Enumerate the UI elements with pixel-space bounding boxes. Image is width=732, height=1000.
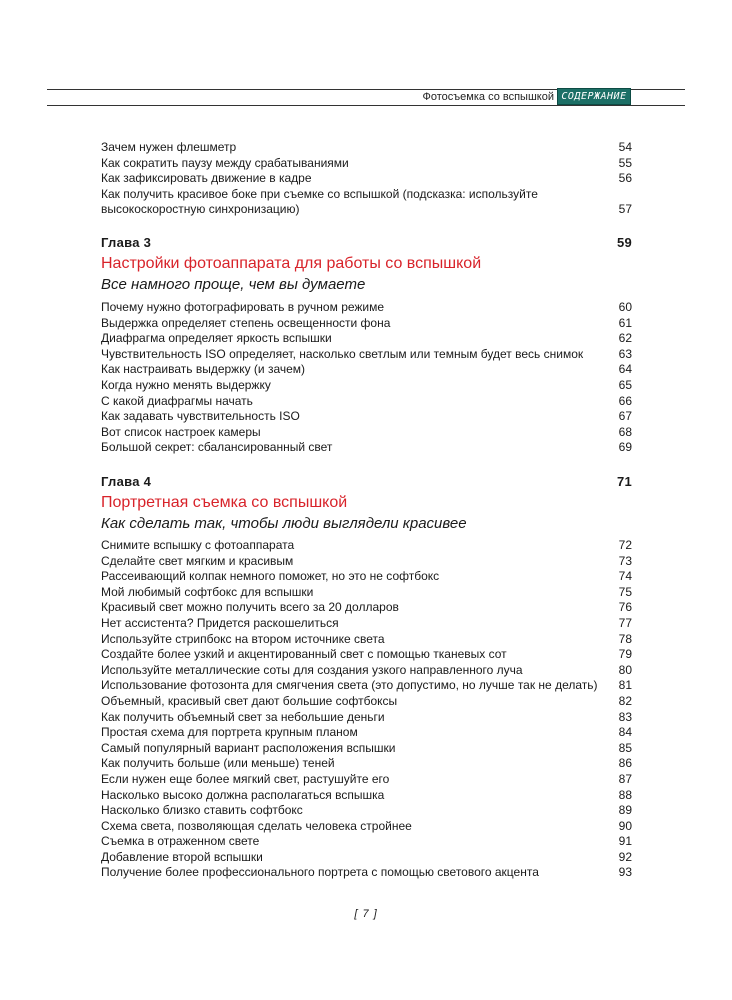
toc-entry-title: Зачем нужен флешметр: [101, 140, 237, 154]
toc-entry-page: 88: [618, 787, 632, 802]
toc-entry[interactable]: [101, 756, 632, 772]
toc-entry-page: 62: [618, 331, 632, 346]
toc-entry[interactable]: [101, 554, 632, 570]
toc-entry-title: Как получить объемный свет за небольшие деньги: [101, 709, 385, 724]
toc-entry-page: 90: [618, 818, 632, 833]
toc-entry-page: 92: [618, 849, 632, 864]
toc-entry-title: Когда нужно менять выдержку: [101, 377, 271, 392]
chapter-4-entries: [101, 538, 632, 881]
toc-entry[interactable]: [101, 600, 632, 616]
toc-entry-title: Как задавать чувствительность ISO: [101, 409, 300, 424]
toc-entry-title: Схема света, позволяющая сделать человека стройнее: [101, 818, 412, 833]
chapter-4-title[interactable]: Портретная съемка со вспышкой: [101, 494, 348, 511]
toc-entry-page: 93: [618, 865, 632, 880]
toc-entry[interactable]: [101, 772, 632, 788]
toc-entry-page: 86: [618, 756, 632, 771]
toc-entry[interactable]: [101, 647, 632, 663]
toc-entry-page: 85: [618, 740, 632, 755]
toc-entry-title: С какой диафрагмы начать: [101, 393, 253, 408]
toc-entry-page: 73: [618, 553, 632, 568]
page-number: [ 7 ]: [354, 908, 378, 920]
toc-entry-page: 60: [618, 300, 632, 314]
toc-entry-page: 84: [618, 725, 632, 740]
toc-entry-title: Мой любимый софтбокс для вспышки: [101, 584, 314, 599]
toc-entry-page: 75: [618, 584, 632, 599]
toc-entry-page: 69: [618, 440, 632, 455]
toc-entry[interactable]: [101, 538, 632, 554]
toc-entry[interactable]: [101, 171, 632, 187]
toc-entry-page: 80: [618, 662, 632, 677]
chapter-3-label: Глава 3: [101, 235, 152, 250]
toc-entry[interactable]: [101, 140, 632, 156]
toc-entry[interactable]: [101, 834, 632, 850]
toc-entry[interactable]: [101, 694, 632, 710]
toc-entry-title: Нет ассистента? Придется раскошелиться: [101, 615, 339, 630]
toc-entry-page: 66: [618, 393, 632, 408]
toc-entry-title: Съемка в отраженном свете: [101, 834, 260, 849]
toc-entry-page: 72: [618, 538, 632, 552]
toc-entry-page: 67: [618, 409, 632, 424]
toc-entry[interactable]: [101, 788, 632, 804]
toc-entry-title: Красивый свет можно получить всего за 20 долларов: [101, 600, 399, 615]
toc-entry-page: 82: [618, 693, 632, 708]
toc-entry-title: Объемный, красивый свет дают большие софтбоксы: [101, 693, 398, 708]
toc-entry-page: 63: [618, 346, 632, 361]
toc-entry[interactable]: [101, 156, 632, 172]
chapter-4-subtitle: Как сделать так, чтобы люди выглядели красивее: [101, 515, 467, 532]
toc-entry-title: Снимите вспышку с фотоаппарата: [101, 538, 295, 552]
toc-entry[interactable]: [101, 409, 632, 425]
toc-entry[interactable]: [101, 710, 632, 726]
chapter-4-heading[interactable]: [101, 474, 632, 490]
toc-entry-title: Как сократить паузу между срабатываниями: [101, 155, 349, 170]
toc-entry[interactable]: [101, 865, 632, 881]
toc-entry-title: Большой секрет: сбалансированный свет: [101, 440, 333, 455]
toc-entry-title: Использование фотозонта для смягчения света (это допустимо, но лучше так не делать): [101, 678, 598, 693]
toc-entry-title: Получение более профессионального портрета с помощью светового акцента: [101, 865, 539, 880]
toc-entry-title: Как получить больше (или меньше) теней: [101, 756, 335, 771]
chapter-4-label: Глава 4: [101, 474, 152, 489]
chapter-3-entries: [101, 300, 632, 456]
toc-entry-title: Сделайте свет мягким и красивым: [101, 553, 294, 568]
toc-entry-title: Используйте стрипбокс на втором источнике света: [101, 631, 385, 646]
toc-entry-title: Самый популярный вариант расположения вспышки: [101, 740, 396, 755]
intro-entries: [101, 140, 632, 218]
toc-entry-title: Как настраивать выдержку (и зачем): [101, 362, 306, 377]
toc-entry-title: Насколько близко ставить софтбокс: [101, 803, 303, 818]
toc-entry-title: Если нужен еще более мягкий свет, растушуйте его: [101, 771, 390, 786]
toc-entry-page: 78: [618, 631, 632, 646]
toc-entry-page: 83: [618, 709, 632, 724]
chapter-3-title[interactable]: Настройки фотоаппарата для работы со вспышкой: [101, 255, 482, 272]
toc-entry-title: Создайте более узкий и акцентированный свет с помощью тканевых сот: [101, 647, 507, 662]
toc-entry-title: Почему нужно фотографировать в ручном режиме: [101, 300, 385, 314]
toc-entry-title: Вот список настроек камеры: [101, 424, 261, 439]
toc-entry[interactable]: [101, 378, 632, 394]
toc-entry-page: 65: [618, 377, 632, 392]
toc-entry[interactable]: [101, 440, 632, 456]
toc-entry-page: 57: [618, 202, 632, 217]
toc-entry[interactable]: [101, 850, 632, 866]
chapter-4-page: 71: [616, 474, 632, 489]
toc-entry[interactable]: [101, 616, 632, 632]
toc-entry[interactable]: [101, 316, 632, 332]
toc-entry[interactable]: [101, 569, 632, 585]
toc-entry-page: 81: [618, 678, 632, 693]
toc-entry-title: Чувствительность ISO определяет, насколько светлым или темным будет весь снимок: [101, 346, 584, 361]
section-badge: СОДЕРЖАНИЕ: [557, 88, 631, 105]
toc-entry-page: 61: [618, 315, 632, 330]
toc-entry[interactable]: [101, 678, 632, 694]
toc-entry[interactable]: [101, 725, 632, 741]
toc-entry-page: 56: [618, 171, 632, 186]
toc-entry-page: 74: [618, 569, 632, 584]
toc-entry-page: 91: [618, 834, 632, 849]
chapter-3-page: 59: [616, 235, 632, 250]
toc-entry-title: Как получить красивое боке при съемке со вспышкой (подсказка: используйте высокоскоростную синхронизацию): [101, 186, 538, 217]
toc-entry-page: 68: [618, 424, 632, 439]
toc-entry-page: 54: [618, 140, 632, 154]
toc-entry[interactable]: [101, 741, 632, 757]
toc-entry[interactable]: [101, 187, 632, 218]
toc-entry-page: 77: [618, 615, 632, 630]
chapter-3-block: [101, 235, 632, 295]
toc-entry[interactable]: [101, 632, 632, 648]
header-bottom-rule: [47, 105, 685, 106]
toc-entry-page: 76: [618, 600, 632, 615]
toc-entry-page: 79: [618, 647, 632, 662]
toc-entry[interactable]: [101, 425, 632, 441]
toc-entry-title: Как зафиксировать движение в кадре: [101, 171, 312, 186]
toc-entry-title: Рассеивающий колпак немного поможет, но это не софтбокс: [101, 569, 440, 584]
running-header: [47, 86, 685, 107]
toc-entry[interactable]: [101, 663, 632, 679]
toc-entry[interactable]: [101, 347, 632, 363]
toc-entry-page: 89: [618, 803, 632, 818]
chapter-3-subtitle: Все намного проще, чем вы думаете: [101, 276, 366, 293]
toc-entry-title: Простая схема для портрета крупным планом: [101, 725, 358, 740]
toc-entry-title: Насколько высоко должна располагаться вспышка: [101, 787, 385, 802]
chapter-4-block: [101, 474, 632, 534]
toc-entry[interactable]: [101, 394, 632, 410]
toc-entry[interactable]: [101, 819, 632, 835]
toc-entry-title: Добавление второй вспышки: [101, 849, 263, 864]
toc-entry-title: Диафрагма определяет яркость вспышки: [101, 331, 332, 346]
toc-entry[interactable]: [101, 585, 632, 601]
toc-entry[interactable]: [101, 331, 632, 347]
book-title: Фотосъемка со вспышкой: [422, 91, 554, 103]
toc-entry-page: 64: [618, 362, 632, 377]
toc-entry-title: Используйте металлические соты для создания узкого направленного луча: [101, 662, 523, 677]
toc-entry-page: 55: [618, 155, 632, 170]
toc-entry-title: Выдержка определяет степень освещенности фона: [101, 315, 391, 330]
toc-entry[interactable]: [101, 803, 632, 819]
toc-entry-page: 87: [618, 771, 632, 786]
toc-entry[interactable]: [101, 362, 632, 378]
chapter-3-heading[interactable]: [101, 235, 632, 251]
toc-entry[interactable]: [101, 300, 632, 316]
